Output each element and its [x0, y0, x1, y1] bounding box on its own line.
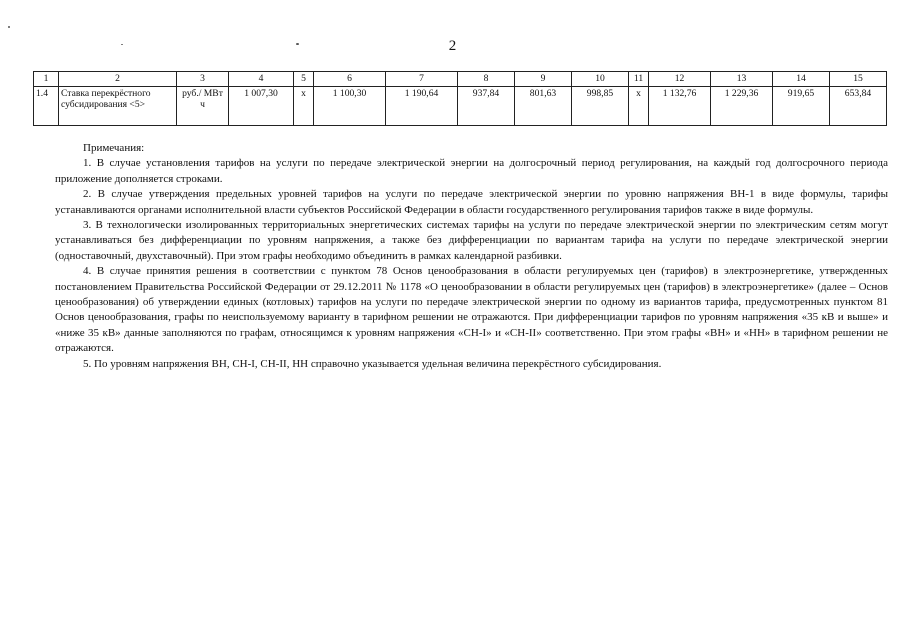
column-number: 15 — [830, 72, 887, 87]
indicator-name-cell: Ставка перекрёстного субсидирования <5> — [59, 86, 177, 125]
column-number: 11 — [629, 72, 649, 87]
tariff-table — [33, 71, 887, 126]
column-number: 14 — [773, 72, 830, 87]
row-number-cell: 1.4 — [34, 86, 59, 125]
column-number: 4 — [229, 72, 294, 87]
value-cell: 1 229,36 — [711, 86, 773, 125]
table-row — [34, 86, 887, 125]
table-header-row — [34, 72, 887, 87]
column-number: 12 — [649, 72, 711, 87]
column-number: 5 — [294, 72, 314, 87]
value-cell: 937,84 — [458, 86, 515, 125]
column-number: 9 — [515, 72, 572, 87]
unit-cell: руб./ МВт ч — [177, 86, 229, 125]
value-cell: 653,84 — [830, 86, 887, 125]
column-number: 1 — [34, 72, 59, 87]
column-number: 10 — [572, 72, 629, 87]
column-number: 6 — [314, 72, 386, 87]
value-cell: 1 100,30 — [314, 86, 386, 125]
notes-title: Примечания: — [83, 142, 145, 154]
column-number: 8 — [458, 72, 515, 87]
column-number: 3 — [177, 72, 229, 87]
scan-speck — [8, 26, 10, 28]
note-item: 5. По уровням напряжения ВН, СН-I, СН-II, НН справочно указывается удельная величина перекрёстного субсидирования. — [83, 357, 662, 370]
column-number: 2 — [59, 72, 177, 87]
value-cell: 919,65 — [773, 86, 830, 125]
column-number: 13 — [711, 72, 773, 87]
note-item: 3. В технологически изолированных территориальных энергетических системах тарифы на услуги по передаче электрической энергии по электрическим сетям могут устанавливаться без дифференциации по уровням напряжения, а также без дифференциации по вариантам тарифа на услуги по передаче электрической энергии (одноставочный, двухставочный). При этом графы необходимо объединить в рамках календарной разбивки. — [55, 219, 888, 262]
column-number: 7 — [386, 72, 458, 87]
value-cell: x — [629, 86, 649, 125]
value-cell: 998,85 — [572, 86, 629, 125]
notes-section — [55, 141, 888, 372]
value-cell: 801,63 — [515, 86, 572, 125]
value-cell: x — [294, 86, 314, 125]
value-cell: 1 190,64 — [386, 86, 458, 125]
value-cell: 1 132,76 — [649, 86, 711, 125]
value-cell: 1 007,30 — [229, 86, 294, 125]
note-item: 4. В случае принятия решения в соответствии с пунктом 78 Основ ценообразования в области регулируемых цен (тарифов) в электроэнергетике, утвержденных постановлением Правительства Российской Федерации от 29.12.2011 № 1178 «О ценообразовании в области регулируемых цен (тарифов) в электроэнергетике» (далее – Основ ценообразования) об утверждении единых (котловых) тарифов на услуги по передаче электрической энергии по одному из вариантов тарифа, предусмотренных пунктом 81 Основ ценообразования, графы по неиспользуемому варианту в тарифном решении не отражаются. При дифференциации тарифов по уровням напряжения «35 кВ и выше» и «ниже 35 кВ» данные заполняются по графам, относящимся к уровням напряжения «СН-I» и «СН-II» соответственно. При этом графы «ВН» и «НН» в тарифном решении не отражаются. — [55, 265, 888, 355]
note-item: 2. В случае утверждения предельных уровней тарифов на услуги по передаче электрической энергии по уровню напряжения ВН-1 в виде формулы, тарифы устанавливаются органами исполнительной власти субъектов Российской Федерации в области государственного регулирования тарифов также в виде формулы. — [55, 188, 888, 216]
note-item: 1. В случае установления тарифов на услуги по передаче электрической энергии на долгосрочный период регулирования, на каждый год долгосрочного периода приложение дополняется строками. — [55, 157, 888, 185]
page-number: 2 — [448, 38, 457, 54]
